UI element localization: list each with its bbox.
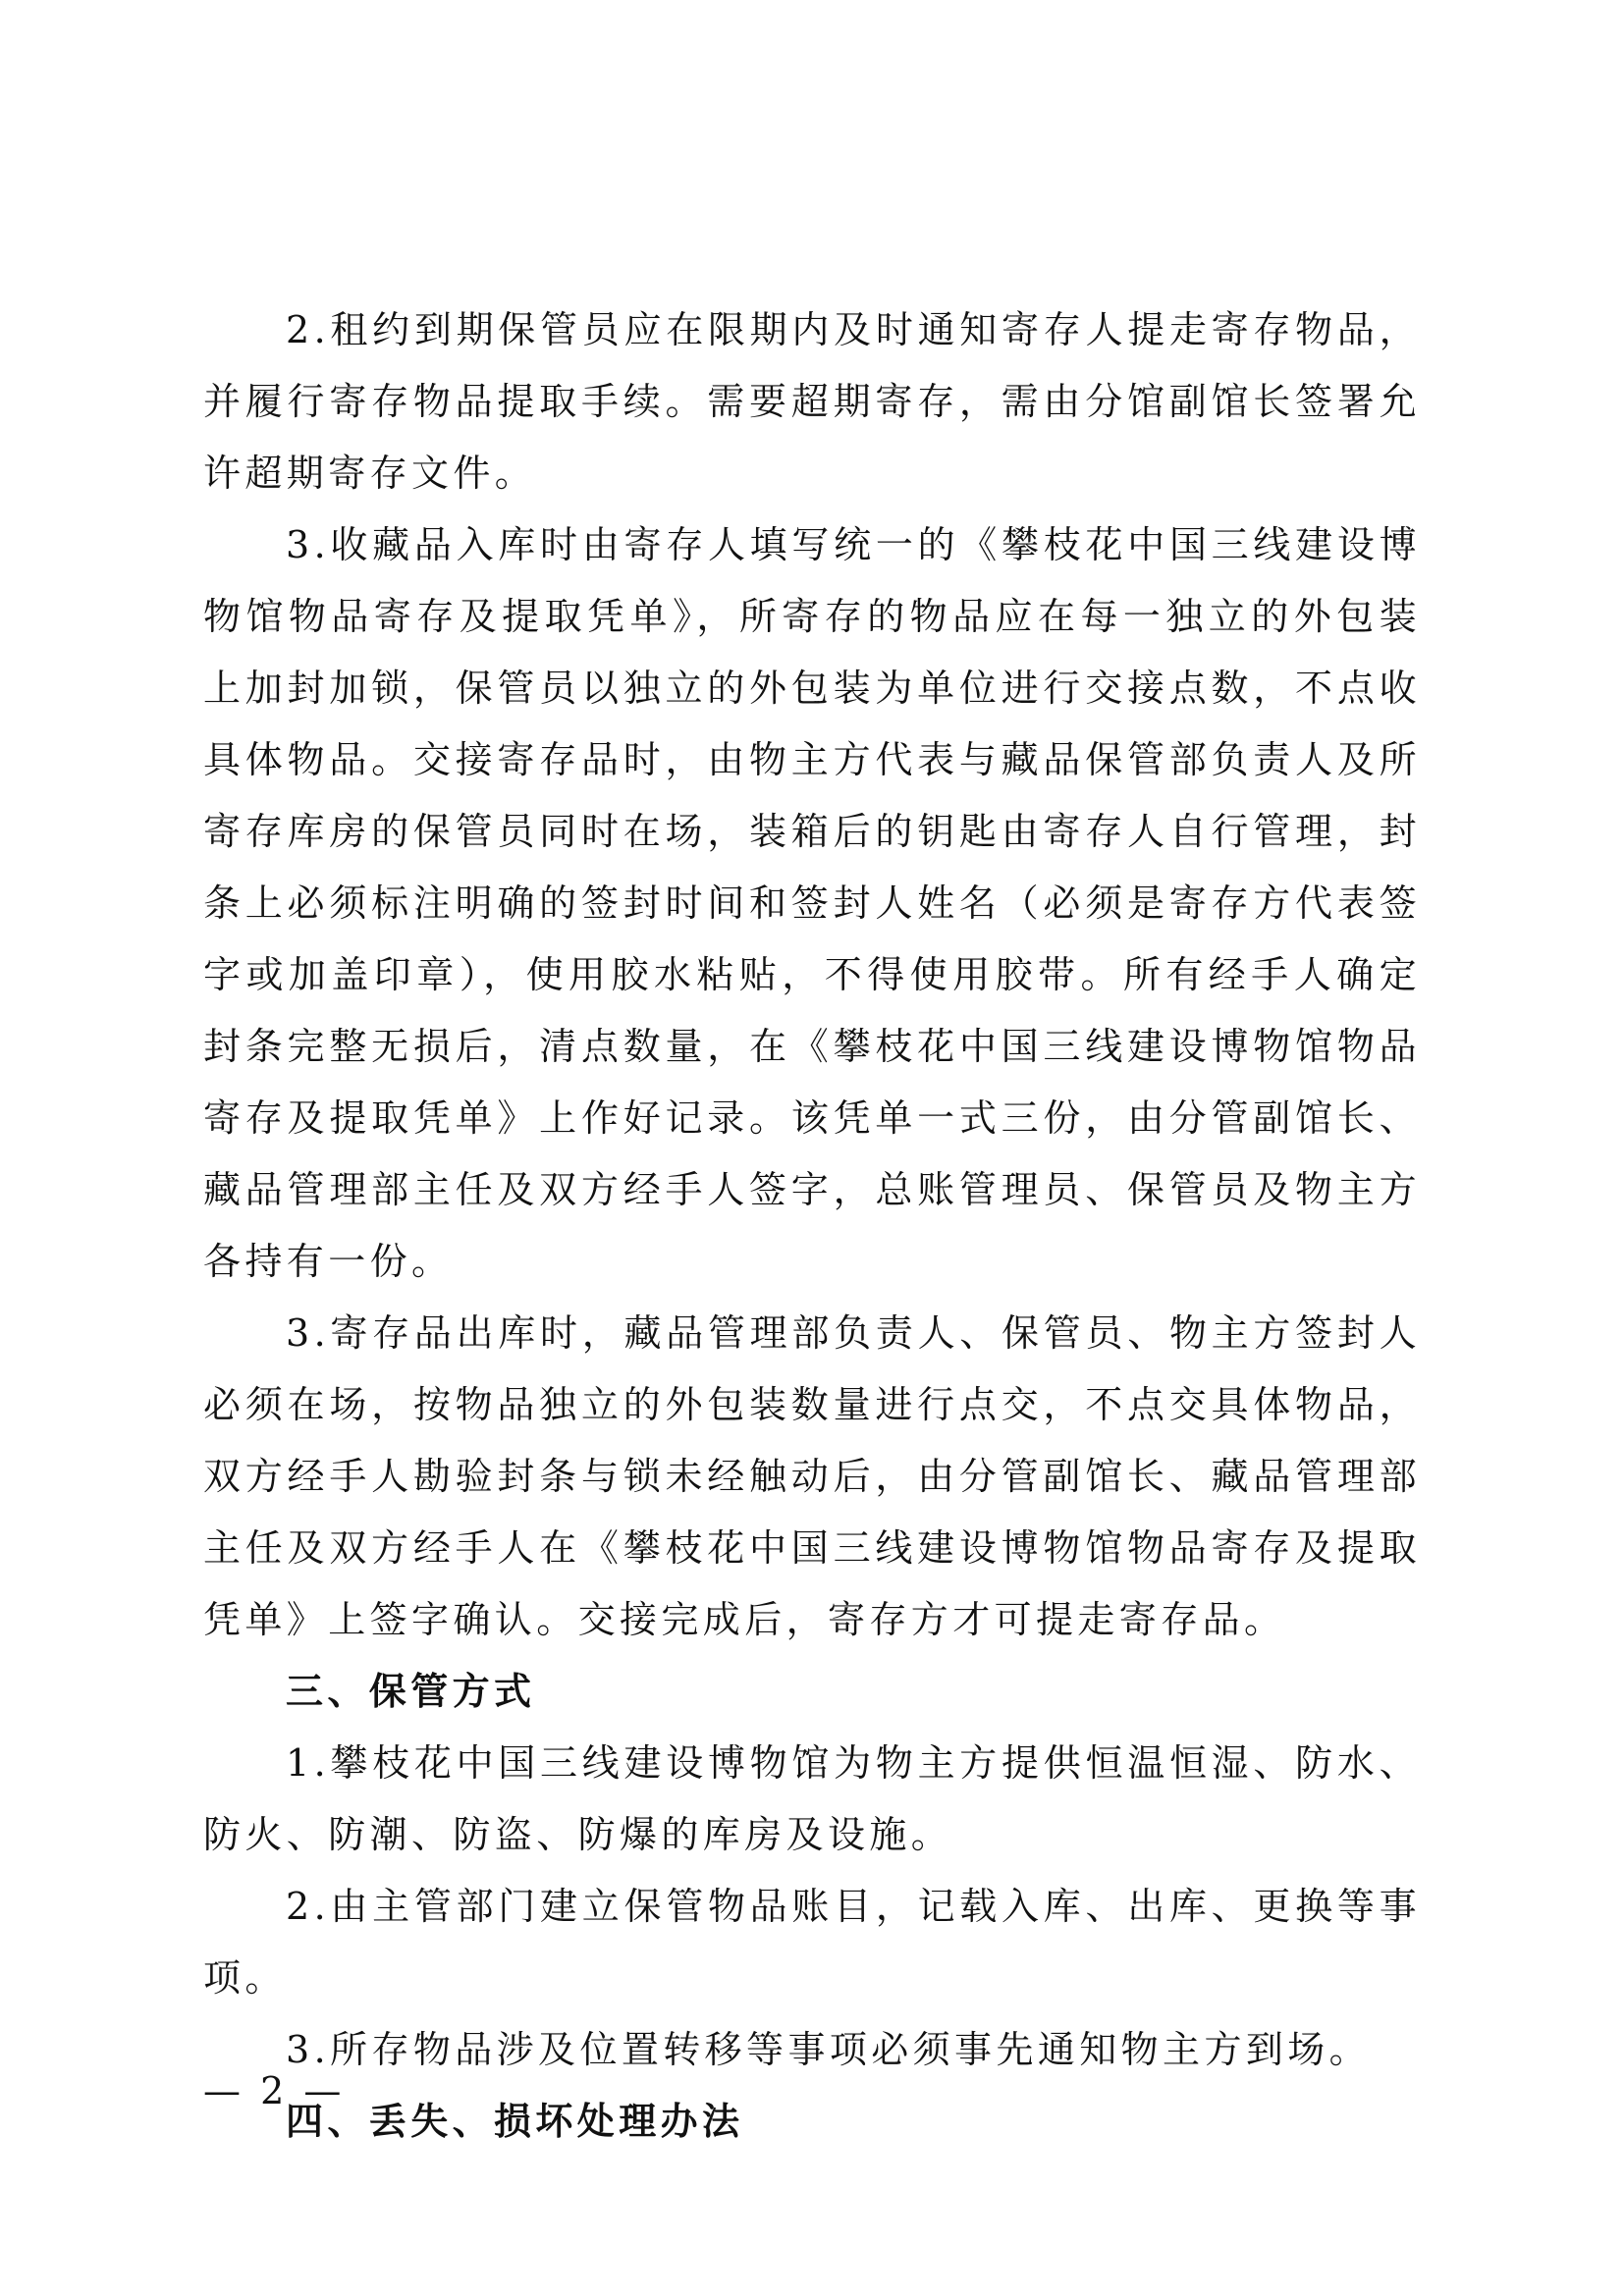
paragraph-lease-expiry: 2.租约到期保管员应在限期内及时通知寄存人提走寄存物品，并履行寄存物品提取手续。需要超期寄存，需由分馆副馆长签署允许超期寄存文件。 [203, 308, 1421, 495]
page-number: — 2 — [203, 2069, 346, 2112]
paragraph-ledger: 2.由主管部门建立保管物品账目，记载入库、出库、更换等事项。 [203, 1885, 1421, 2000]
paragraph-storage-outbound: 3.寄存品出库时，藏品管理部负责人、保管员、物主方签封人必须在场，按物品独立的外包装数量进行点交，不点交具体物品，双方经手人勘验封条与锁未经触动后，由分管副馆长、藏品管理部主任及双方经手人在《攀枝花中国三线建设博物馆物品寄存及提取凭单》上签字确认。交接完成后，寄存方才可提走寄存品。 [203, 1311, 1421, 1641]
paragraph-relocation-notice: 3.所存物品涉及位置转移等事项必须事先通知物主方到场。 [286, 2028, 1372, 2071]
paragraph-facilities: 1.攀枝花中国三线建设博物馆为物主方提供恒温恒湿、防水、防火、防潮、防盗、防爆的库房及设施。 [203, 1741, 1421, 1856]
section-heading-custody-method: 三、保管方式 [286, 1670, 536, 1713]
paragraph-storage-intake: 3.收藏品入库时由寄存人填写统一的《攀枝花中国三线建设博物馆物品寄存及提取凭单》，所寄存的物品应在每一独立的外包装上加封加锁，保管员以独立的外包装为单位进行交接点数，不点收具体物品。交接寄存品时，由物主方代表与藏品保管部负责人及所寄存库房的保管员同时在场，装箱后的钥匙由寄存人自行管理，封条上必须标注明确的签封时间和签封人姓名（必须是寄存方代表签字或加盖印章），使用胶水粘贴，不得使用胶带。所有经手人确定封条完整无损后，清点数量，在《攀枝花中国三线建设博物馆物品寄存及提取凭单》上作好记录。该凭单一式三份，由分管副馆长、藏品管理部主任及双方经手人签字，总账管理员、保管员及物主方各持有一份。 [203, 523, 1421, 1283]
section-heading-loss-damage: 四、丢失、损坏处理办法 [286, 2100, 744, 2143]
document-body [203, 294, 1421, 2158]
